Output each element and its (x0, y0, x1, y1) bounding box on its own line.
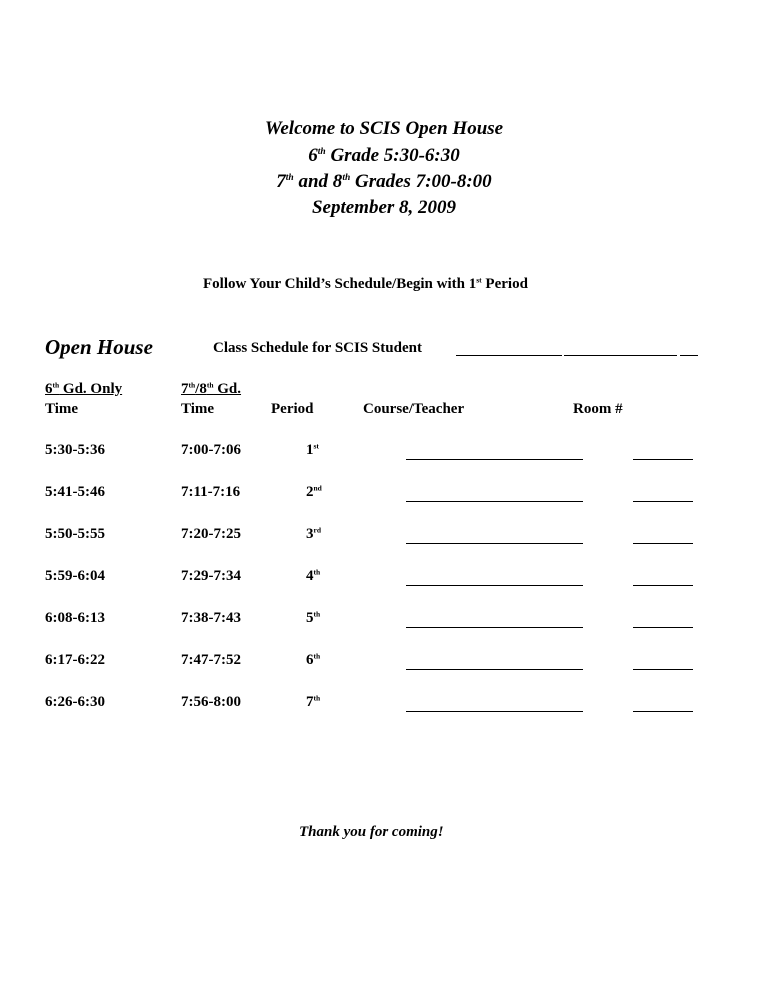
col-time-78: Time (181, 401, 215, 417)
col-grade78-header: 7th/8th Gd. (181, 380, 242, 397)
student-label: Class Schedule for SCIS Student (213, 340, 422, 356)
title-welcome: Welcome to SCIS Open House (264, 118, 504, 139)
room-blank[interactable] (633, 543, 693, 544)
footer-thanks: Thank you for coming! (299, 824, 444, 840)
student-name-blank[interactable] (456, 355, 562, 356)
course-teacher-blank[interactable] (406, 459, 583, 460)
col-room: Room # (573, 401, 623, 417)
time-7-8th: 7:20-7:25 (181, 526, 241, 542)
room-blank[interactable] (633, 501, 693, 502)
time-6th: 5:50-5:55 (45, 526, 105, 542)
time-7-8th: 7:00-7:06 (181, 442, 241, 458)
time-6th: 6:26-6:30 (45, 694, 105, 710)
col-time-6: Time (45, 401, 79, 417)
period-number: 5th (306, 609, 321, 626)
course-teacher-blank[interactable] (406, 669, 583, 670)
student-name-blank-2[interactable] (564, 355, 677, 356)
col-grade6-header: 6th Gd. Only (45, 380, 123, 397)
title-7-8-grades: 7th and 8th Grades 7:00-8:00 (276, 171, 492, 192)
time-6th: 5:41-5:46 (45, 484, 105, 500)
col-period: Period (271, 401, 314, 417)
course-teacher-blank[interactable] (406, 711, 583, 712)
open-house-heading: Open House (45, 335, 153, 359)
course-teacher-blank[interactable] (406, 501, 583, 502)
course-teacher-blank[interactable] (406, 585, 583, 586)
course-teacher-blank[interactable] (406, 627, 583, 628)
time-7-8th: 7:29-7:34 (181, 568, 241, 584)
period-number: 4th (306, 567, 321, 584)
time-6th: 6:17-6:22 (45, 652, 105, 668)
period-number: 2nd (306, 483, 322, 500)
room-blank[interactable] (633, 669, 693, 670)
time-6th: 5:30-5:36 (45, 442, 105, 458)
instruction-text: Follow Your Child’s Schedule/Begin with 1st Period (203, 275, 528, 292)
room-blank[interactable] (633, 627, 693, 628)
time-6th: 5:59-6:04 (45, 568, 105, 584)
student-name-blank-3[interactable] (680, 355, 698, 356)
period-number: 7th (306, 693, 321, 710)
time-7-8th: 7:11-7:16 (181, 484, 241, 500)
title-6th-grade: 6th Grade 5:30-6:30 (308, 145, 460, 166)
room-blank[interactable] (633, 585, 693, 586)
course-teacher-blank[interactable] (406, 543, 583, 544)
title-date: September 8, 2009 (311, 197, 457, 218)
period-number: 6th (306, 651, 321, 668)
period-number: 3rd (306, 525, 321, 542)
room-blank[interactable] (633, 711, 693, 712)
time-7-8th: 7:47-7:52 (181, 652, 241, 668)
time-6th: 6:08-6:13 (45, 610, 105, 626)
time-7-8th: 7:38-7:43 (181, 610, 241, 626)
time-7-8th: 7:56-8:00 (181, 694, 241, 710)
room-blank[interactable] (633, 459, 693, 460)
col-course-teacher: Course/Teacher (363, 401, 465, 417)
period-number: 1st (306, 441, 319, 458)
